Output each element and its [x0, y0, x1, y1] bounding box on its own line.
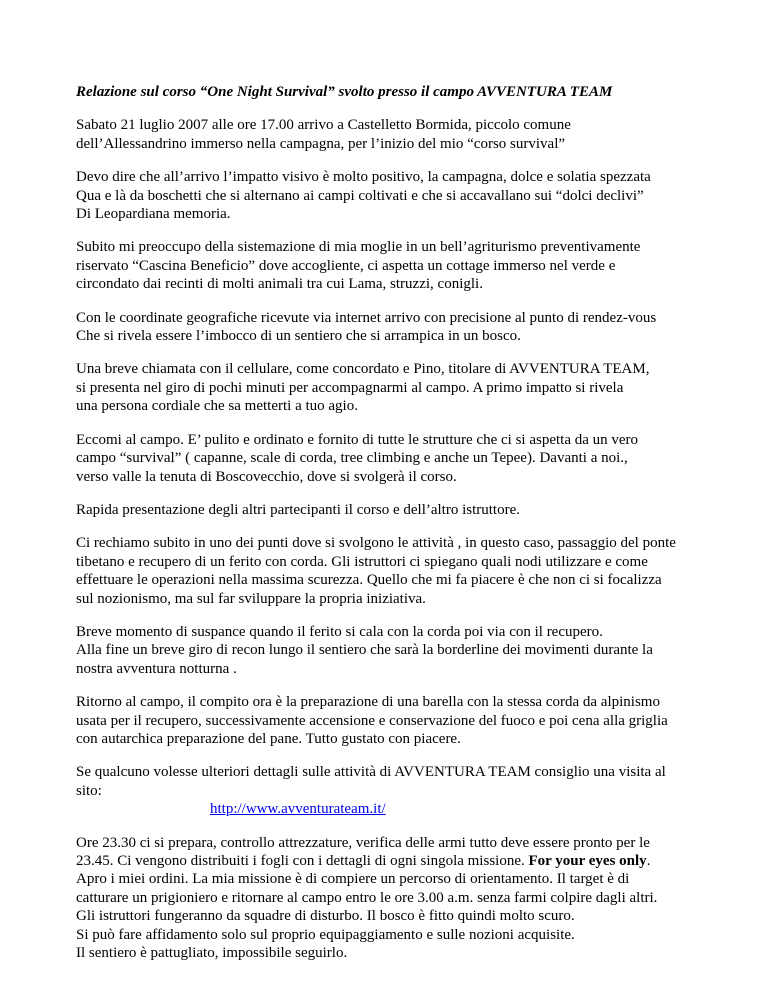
paragraph-coordinates: [76, 309, 716, 346]
text-line: riservato “Cascina Beneficio” dove accogliente, ci aspetta un cottage immerso nel verde e: [76, 257, 616, 274]
text-line: Devo dire che all’arrivo l’impatto visivo è molto positivo, la campagna, dolce e solatia spezzata: [76, 169, 651, 186]
text-line: usata per il recupero, successivamente accensione e conservazione del fuoco e poi cena alla griglia: [76, 712, 668, 729]
text-line-mixed: [76, 852, 716, 870]
text-line: Con le coordinate geografiche ricevute via internet arrivo con precisione al punto di rendez-vous: [76, 309, 657, 326]
paragraph-landscape: [76, 168, 716, 223]
text-line: con autarchica preparazione del pane. Tutto gustato con piacere.: [76, 730, 461, 747]
paragraph-suspance: [76, 623, 716, 678]
text-line: sul nozionismo, ma sul far sviluppare la propria iniziativa.: [76, 590, 426, 607]
text-line: una persona cordiale che sa metterti a tuo agio.: [76, 398, 358, 415]
text-line: Ore 23.30 ci si prepara, controllo attrezzature, verifica delle armi tutto deve essere pronto per le: [76, 834, 650, 851]
bold-phrase: For your eyes only: [528, 853, 647, 869]
text-line: effettuare le operazioni nella massima scurezza. Quello che mi fa piacere è che non ci si focalizza: [76, 572, 662, 589]
paragraph-website: [76, 763, 716, 818]
paragraph-phone-call: [76, 360, 716, 415]
text-line: Ci rechiamo subito in uno dei punti dove si svolgono le attività , in questo caso, passaggio del ponte: [76, 535, 676, 552]
text-line: Rapida presentazione degli altri partecipanti il corso e dell’altro istruttore.: [76, 501, 521, 518]
text-line: Gli istruttori fungeranno da squadre di disturbo. Il bosco è fitto quindi molto scuro.: [76, 908, 575, 925]
text-line: Se qualcuno volesse ulteriori dettagli sulle attività di AVVENTURA TEAM consiglio una visita al: [76, 764, 666, 781]
text-line: Subito mi preoccupo della sistemazione di mia moglie in un bell’agriturismo preventivamente: [76, 239, 641, 256]
paragraph-list: [76, 116, 716, 748]
text-line: sito:: [76, 782, 102, 799]
text-line: Qua e là da boschetti che si alternano ai campi coltivati e che si accavallano sui “dolci declivi”: [76, 187, 644, 204]
paragraph-arrival: [76, 116, 716, 153]
text-line: dell’Allessandrino immerso nella campagna, per l’inizio del mio “corso survival”: [76, 135, 566, 152]
paragraph-activities: [76, 534, 716, 608]
text-line: catturare un prigioniero e ritornare al campo entro le ore 3.00 a.m. senza farmi colpire dagli altri.: [76, 889, 658, 906]
text-line: si presenta nel giro di pochi minuti per accompagnarmi al campo. A primo impatto si rivela: [76, 379, 624, 396]
text-line: Una breve chiamata con il cellulare, come concordato e Pino, titolare di AVVENTURA TEAM,: [76, 361, 650, 378]
text-line: Il sentiero è pattugliato, impossibile seguirlo.: [76, 945, 348, 962]
text-line: tibetano e recupero di un ferito con corda. Gli istruttori ci spiegano quali nodi utilizzare e come: [76, 553, 648, 570]
text-line: Eccomi al campo. E’ pulito e ordinato e fornito di tutte le strutture che ci si aspetta da un vero: [76, 431, 639, 448]
text-line: nostra avventura notturna .: [76, 660, 237, 677]
website-link[interactable]: http://www.avventurateam.it/: [210, 801, 386, 818]
paragraph-mission: [76, 834, 716, 963]
paragraph-introductions: [76, 501, 716, 519]
paragraph-agriturismo: [76, 238, 716, 293]
text-line: Di Leopardiana memoria.: [76, 206, 231, 223]
text-fragment: 23.45. Ci vengono distribuiti i fogli con i dettagli di ogni singola missione.: [76, 853, 529, 869]
paragraph-return-camp: [76, 693, 716, 748]
text-line: circondato dai recinti di molti animali tra cui Lama, struzzi, conigli.: [76, 276, 483, 293]
text-line: Breve momento di suspance quando il ferito si cala con la corda poi via con il recupero.: [76, 623, 603, 640]
document-page: [76, 83, 716, 977]
text-fragment: .: [646, 853, 651, 869]
text-line: verso valle la tenuta di Boscovecchio, dove si svolgerà il corso.: [76, 468, 457, 485]
text-line: Alla fine un breve giro di recon lungo il sentiero che sarà la borderline dei movimenti durante la: [76, 642, 653, 659]
text-line: campo “survival” ( capanne, scale di corda, tree climbing e anche un Tepee). Davanti a noi.,: [76, 450, 628, 467]
text-line: Apro i miei ordini. La mia missione è di compiere un percorso di orientamento. Il target è di: [76, 871, 630, 888]
document-title: Relazione sul corso “One Night Survival” svolto presso il campo AVVENTURA TEAM: [76, 84, 613, 100]
text-line: Si può fare affidamento solo sul proprio equipaggiamento e sulle nozioni acquisite.: [76, 926, 575, 943]
paragraph-camp: [76, 431, 716, 486]
text-line: Sabato 21 luglio 2007 alle ore 17.00 arrivo a Castelletto Bormida, piccolo comune: [76, 117, 571, 134]
text-line: Ritorno al campo, il compito ora è la preparazione di una barella con la stessa corda da alpinismo: [76, 694, 660, 711]
text-line: Che si rivela essere l’imbocco di un sentiero che si arrampica in un bosco.: [76, 328, 521, 345]
